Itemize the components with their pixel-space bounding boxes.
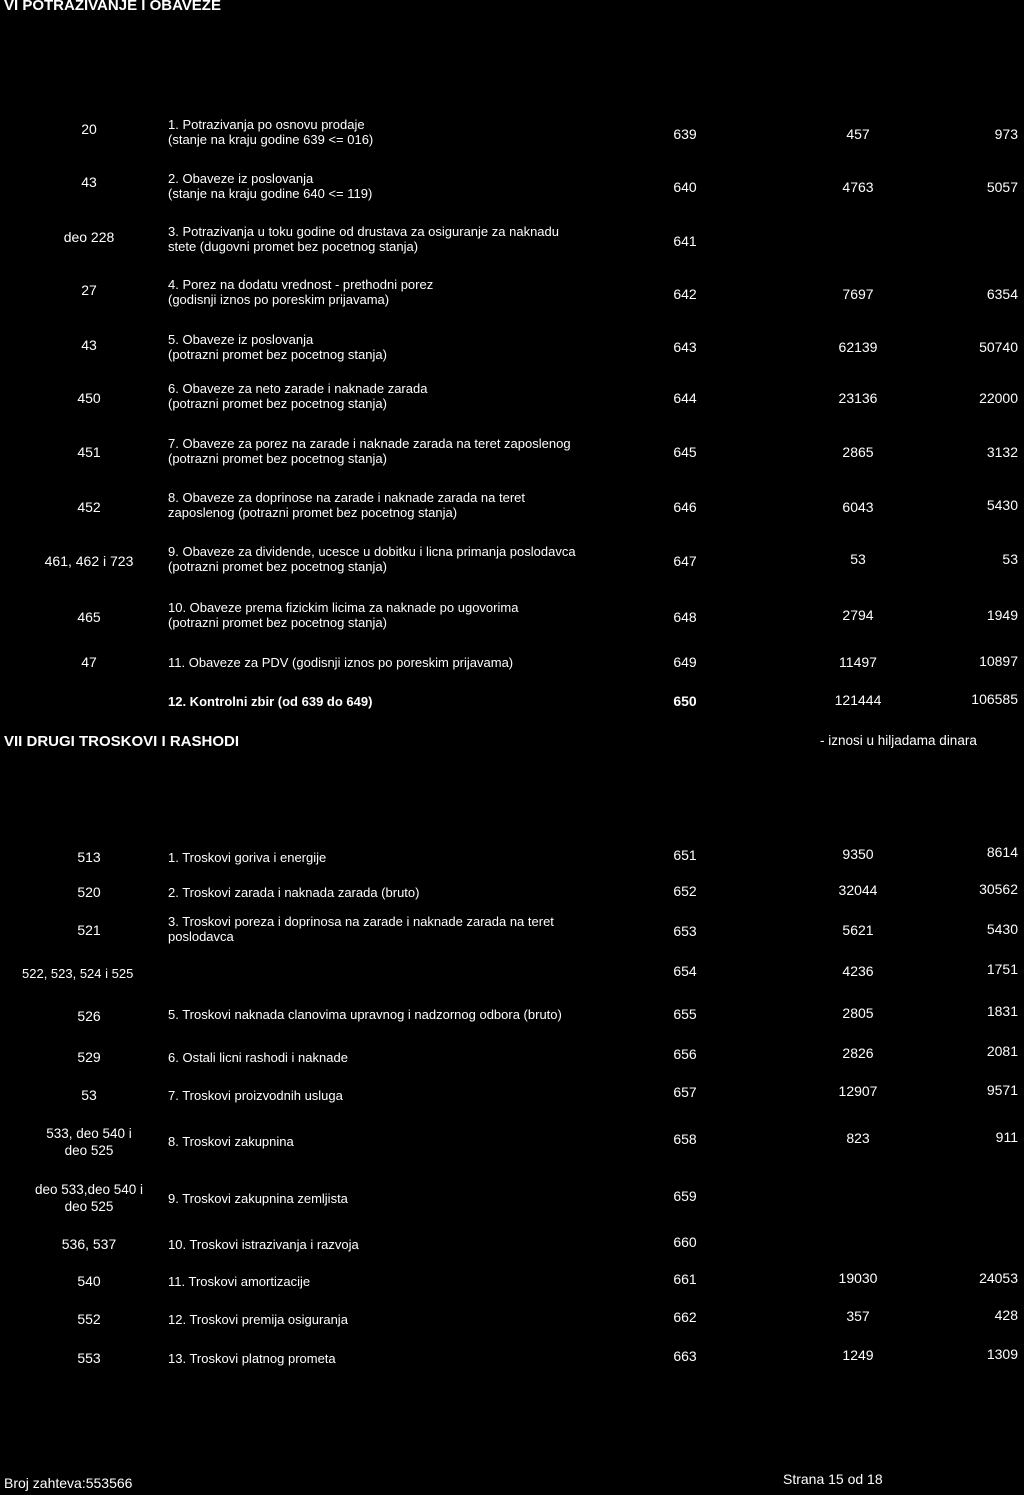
row-description-line1: 5. Obaveze iz poslovanja bbox=[168, 332, 314, 347]
row-description bbox=[168, 332, 648, 362]
row-description bbox=[168, 694, 648, 709]
previous-year-value: 6354 bbox=[986, 286, 1018, 302]
current-year-value: 6043 bbox=[842, 499, 874, 515]
row-description-line1: 10. Troskovi istrazivanja i razvoja bbox=[168, 1237, 359, 1252]
row-description-line2: (stanje na kraju godine 639 <= 016) bbox=[168, 132, 374, 147]
row-description-line1: 4. Porez na dodatu vrednost - prethodni porez bbox=[168, 277, 434, 292]
current-year-value: 2805 bbox=[842, 1005, 874, 1021]
row-description-line1: 9. Troskovi zakupnina zemljista bbox=[168, 1191, 348, 1206]
aop-code: 648 bbox=[673, 609, 697, 625]
previous-year-value: 1949 bbox=[986, 607, 1018, 623]
previous-year-value: 5430 bbox=[986, 497, 1018, 513]
row-description bbox=[168, 1088, 648, 1103]
row-description-line1: 6. Obaveze za neto zarade i naknade zarada bbox=[168, 381, 428, 396]
previous-year-value: 9571 bbox=[986, 1082, 1018, 1098]
aop-code: 657 bbox=[673, 1084, 697, 1100]
account-code: 465 bbox=[77, 609, 101, 625]
row-description-line2: poslodavca bbox=[168, 929, 234, 944]
account-code: 27 bbox=[81, 282, 97, 298]
account-code: 450 bbox=[77, 390, 101, 406]
current-year-value: 23136 bbox=[838, 390, 878, 406]
account-code: 47 bbox=[81, 654, 97, 670]
aop-code: 642 bbox=[673, 286, 697, 302]
account-code: 20 bbox=[81, 121, 97, 137]
aop-code: 644 bbox=[673, 390, 697, 406]
aop-code: 643 bbox=[673, 339, 697, 355]
row-description-line1: 1. Troskovi goriva i energije bbox=[168, 850, 327, 865]
aop-code: 654 bbox=[673, 963, 697, 979]
row-description bbox=[168, 1351, 648, 1366]
current-year-value: 5621 bbox=[842, 922, 874, 938]
row-description-line2: zaposlenog (potrazni promet bez pocetnog stanja) bbox=[168, 505, 458, 520]
current-year-value: 11497 bbox=[839, 654, 877, 670]
previous-year-value: 50740 bbox=[979, 339, 1018, 355]
current-year-value: 457 bbox=[846, 126, 870, 142]
aop-code: 652 bbox=[673, 883, 697, 899]
account-code: 43 bbox=[81, 337, 97, 353]
request-number: Broj zahteva:553566 bbox=[4, 1475, 133, 1491]
aop-code: 659 bbox=[673, 1188, 697, 1204]
aop-code: 661 bbox=[673, 1271, 697, 1287]
row-description bbox=[168, 224, 648, 254]
row-description-line2: (godisnji iznos po poreskim prijavama) bbox=[168, 292, 390, 307]
row-description-line1: 8. Troskovi zakupnina bbox=[168, 1134, 294, 1149]
row-description bbox=[168, 914, 648, 944]
account-code bbox=[14, 1181, 164, 1215]
section-vi-title: VI POTRAZIVANJE I OBAVEZE bbox=[4, 0, 221, 14]
account-code: 451 bbox=[77, 444, 101, 460]
previous-year-value: 428 bbox=[994, 1307, 1018, 1323]
row-description bbox=[168, 1274, 648, 1289]
account-code: 536, 537 bbox=[61, 1236, 117, 1252]
aop-code: 663 bbox=[673, 1348, 697, 1364]
current-year-value: 4236 bbox=[842, 963, 874, 979]
row-description-line2: (potrazni promet bez pocetnog stanja) bbox=[168, 451, 387, 466]
account-code: 522, 523, 524 i 525 bbox=[22, 966, 134, 981]
account-code: 540 bbox=[77, 1273, 101, 1289]
account-code: 553 bbox=[77, 1350, 101, 1366]
aop-code: 662 bbox=[673, 1309, 697, 1325]
row-description-line1: 6. Ostali licni rashodi i naknade bbox=[168, 1050, 348, 1065]
current-year-value: 12907 bbox=[838, 1083, 878, 1099]
previous-year-value: 8614 bbox=[986, 844, 1018, 860]
row-description bbox=[168, 277, 648, 307]
row-description-line1: 10. Obaveze prema fizickim licima za naknade po ugovorima bbox=[168, 600, 519, 615]
current-year-value: 1249 bbox=[842, 1347, 874, 1363]
row-description-line1: 7. Troskovi proizvodnih usluga bbox=[168, 1088, 343, 1103]
aop-code: 640 bbox=[673, 179, 697, 195]
row-description-line1: 1. Potrazivanja po osnovu prodaje bbox=[168, 117, 365, 132]
row-description-line1: 3. Potrazivanja u toku godine od drustava za osiguranje za naknadu bbox=[168, 224, 559, 239]
account-code: 526 bbox=[77, 1008, 101, 1024]
aop-code: 639 bbox=[673, 126, 697, 142]
previous-year-value: 973 bbox=[994, 126, 1018, 142]
current-year-value: 2826 bbox=[842, 1045, 874, 1061]
account-code: deo 228 bbox=[63, 229, 115, 245]
section-vii-title: VII DRUGI TROSKOVI I RASHODI bbox=[4, 733, 240, 750]
current-year-value: 2865 bbox=[842, 444, 874, 460]
current-year-value: 62139 bbox=[838, 339, 878, 355]
aop-code: 655 bbox=[673, 1006, 697, 1022]
account-code: 43 bbox=[81, 174, 97, 190]
row-description bbox=[168, 1237, 648, 1252]
aop-code: 649 bbox=[673, 654, 697, 670]
previous-year-value: 5057 bbox=[986, 179, 1018, 195]
row-description bbox=[168, 171, 648, 201]
row-description-line1: 12. Troskovi premija osiguranja bbox=[168, 1312, 348, 1327]
previous-year-value: 53 bbox=[1002, 551, 1018, 567]
current-year-value: 4763 bbox=[842, 179, 874, 195]
previous-year-value: 24053 bbox=[979, 1270, 1018, 1286]
row-description-line2: (stanje na kraju godine 640 <= 119) bbox=[168, 186, 373, 201]
row-description-line1: 11. Troskovi amortizacije bbox=[168, 1274, 311, 1289]
aop-code: 651 bbox=[673, 847, 697, 863]
previous-year-value: 1831 bbox=[986, 1003, 1018, 1019]
account-code: 53 bbox=[81, 1087, 97, 1103]
account-code: 521 bbox=[77, 922, 101, 938]
row-description-line1: 3. Troskovi poreza i doprinosa na zarade i naknade zarada na teret bbox=[168, 914, 554, 929]
previous-year-value: 10897 bbox=[979, 653, 1018, 669]
row-description bbox=[168, 381, 648, 411]
account-code-text: 533, deo 540 i deo 525 bbox=[46, 1126, 132, 1158]
row-description bbox=[168, 1191, 648, 1206]
row-description-line2: (potrazni promet bez pocetnog stanja) bbox=[168, 559, 387, 574]
row-description bbox=[168, 1134, 648, 1149]
aop-code: 653 bbox=[673, 923, 697, 939]
units-note: - iznosi u hiljadama dinara bbox=[820, 733, 977, 748]
row-description bbox=[168, 1312, 648, 1327]
row-description-line2: stete (dugovni promet bez pocetnog stanja) bbox=[168, 239, 419, 254]
row-description-line2: (potrazni promet bez pocetnog stanja) bbox=[168, 615, 387, 630]
row-description bbox=[168, 544, 648, 574]
aop-code: 645 bbox=[673, 444, 697, 460]
row-description-line1: 7. Obaveze za porez na zarade i naknade zarada na teret zaposlenog bbox=[168, 436, 571, 451]
previous-year-value: 22000 bbox=[979, 390, 1018, 406]
current-year-value: 823 bbox=[846, 1130, 870, 1146]
aop-code: 641 bbox=[673, 233, 697, 249]
row-description-line2: (potrazni promet bez pocetnog stanja) bbox=[168, 396, 387, 411]
previous-year-value: 106585 bbox=[971, 691, 1018, 707]
row-description bbox=[168, 850, 648, 865]
account-code-text: deo 533,deo 540 i deo 525 bbox=[34, 1182, 144, 1214]
previous-year-value: 2081 bbox=[986, 1043, 1018, 1059]
aop-code: 660 bbox=[673, 1234, 697, 1250]
account-code bbox=[14, 1125, 164, 1159]
row-description bbox=[168, 600, 648, 630]
row-description-line1: 12. Kontrolni zbir (od 639 do 649) bbox=[168, 694, 373, 709]
row-description bbox=[168, 1007, 648, 1022]
aop-code: 650 bbox=[673, 693, 697, 709]
row-description bbox=[168, 117, 648, 147]
row-description-line2: (potrazni promet bez pocetnog stanja) bbox=[168, 347, 387, 362]
current-year-value: 121444 bbox=[834, 692, 882, 708]
row-description bbox=[168, 490, 648, 520]
row-description-line1: 8. Obaveze za doprinose na zarade i naknade zarada na teret bbox=[168, 490, 526, 505]
account-code: 529 bbox=[77, 1049, 101, 1065]
row-description-line1: 13. Troskovi platnog prometa bbox=[168, 1351, 336, 1366]
current-year-value: 32044 bbox=[838, 882, 878, 898]
account-code: 461, 462 i 723 bbox=[44, 553, 134, 569]
row-description bbox=[168, 1050, 648, 1065]
current-year-value: 53 bbox=[850, 551, 866, 567]
current-year-value: 7697 bbox=[842, 286, 874, 302]
current-year-value: 357 bbox=[846, 1308, 870, 1324]
previous-year-value: 3132 bbox=[986, 444, 1018, 460]
account-code: 452 bbox=[77, 499, 101, 515]
aop-code: 658 bbox=[673, 1131, 697, 1147]
previous-year-value: 1309 bbox=[986, 1346, 1018, 1362]
row-description bbox=[168, 885, 648, 900]
aop-code: 646 bbox=[673, 499, 697, 515]
current-year-value: 19030 bbox=[838, 1270, 878, 1286]
current-year-value: 9350 bbox=[842, 846, 874, 862]
previous-year-value: 1751 bbox=[986, 961, 1018, 977]
previous-year-value: 30562 bbox=[979, 881, 1018, 897]
row-description-line1: 2. Troskovi zarada i naknada zarada (bruto) bbox=[168, 885, 420, 900]
row-description bbox=[168, 655, 648, 670]
row-description bbox=[168, 436, 648, 466]
previous-year-value: 5430 bbox=[986, 921, 1018, 937]
row-description-line1: 5. Troskovi naknada clanovima upravnog i nadzornog odbora (bruto) bbox=[168, 1007, 562, 1022]
account-code: 552 bbox=[77, 1311, 101, 1327]
row-description-line1: 2. Obaveze iz poslovanja bbox=[168, 171, 314, 186]
current-year-value: 2794 bbox=[842, 607, 874, 623]
page-number: Strana 15 od 18 bbox=[783, 1471, 883, 1487]
account-code: 513 bbox=[77, 849, 101, 865]
row-description-line1: 11. Obaveze za PDV (godisnji iznos po poreskim prijavama) bbox=[168, 655, 514, 670]
row-description-line1: 9. Obaveze za dividende, ucesce u dobitku i licna primanja poslodavca bbox=[168, 544, 576, 559]
aop-code: 656 bbox=[673, 1046, 697, 1062]
aop-code: 647 bbox=[673, 553, 697, 569]
account-code: 520 bbox=[77, 884, 101, 900]
previous-year-value: 911 bbox=[995, 1129, 1018, 1145]
